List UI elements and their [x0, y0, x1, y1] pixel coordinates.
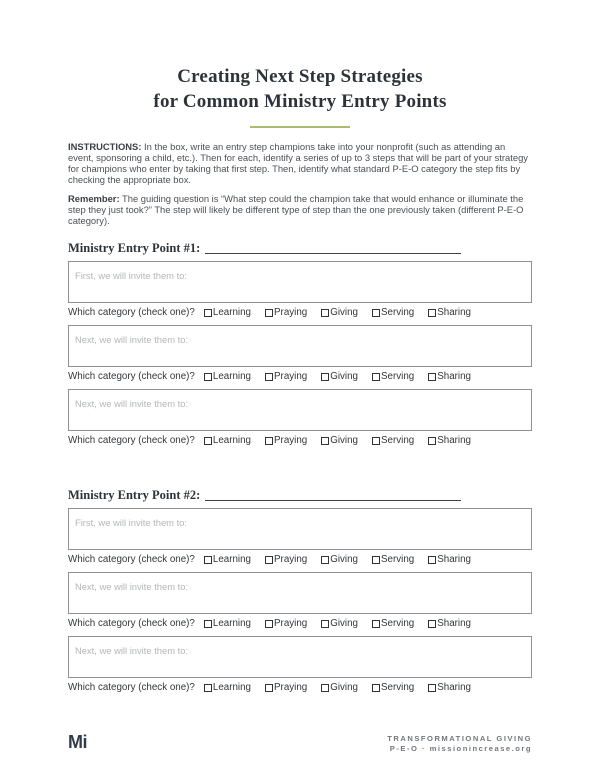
- category-option-giving[interactable]: [321, 371, 358, 382]
- category-option-praying[interactable]: [265, 435, 307, 446]
- ministry-entry-point-1-section: [68, 226, 532, 446]
- category-label: Giving: [330, 307, 359, 318]
- textbox-placeholder: First, we will invite them to:: [75, 517, 188, 528]
- category-option-giving[interactable]: [321, 554, 358, 565]
- entry1-step3-textbox[interactable]: [68, 389, 532, 431]
- checkbox-icon[interactable]: [428, 684, 436, 692]
- category-label: Giving: [330, 371, 359, 382]
- entry-point-2-heading: Ministry Entry Point #2:: [68, 488, 201, 502]
- entry1-step2: [68, 325, 532, 382]
- category-label: Giving: [330, 554, 359, 565]
- category-option-giving[interactable]: [321, 307, 358, 318]
- category-label: Giving: [330, 682, 359, 693]
- checkbox-icon[interactable]: [204, 684, 212, 692]
- entry1-step1: [68, 261, 532, 318]
- instructions-text: In the box, write an entry step champions take into your nonprofit (such as attending an event, sponsoring a child, etc.). Then for each, identify a series of up to 3 steps that will be part of your strategy for champions who enter by taking that first step. Then, identify what standard P-E-O category the step fits by checking the appropriate box.: [68, 141, 528, 185]
- checkbox-icon[interactable]: [265, 556, 273, 564]
- category-label: Sharing: [437, 307, 472, 318]
- checkbox-icon[interactable]: [372, 684, 380, 692]
- category-label: Sharing: [437, 682, 472, 693]
- category-option-learning[interactable]: [204, 554, 251, 565]
- entry1-step1-category-row: [68, 307, 532, 318]
- entry-point-2-fill-line[interactable]: [205, 500, 461, 501]
- category-label: Serving: [381, 307, 415, 318]
- category-label: Learning: [212, 307, 252, 318]
- category-label: Praying: [274, 554, 308, 565]
- category-option-sharing[interactable]: [428, 307, 471, 318]
- textbox-placeholder: Next, we will invite them to:: [75, 581, 189, 592]
- category-question: Which category (check one)?: [68, 435, 195, 446]
- entry1-step2-textbox[interactable]: [68, 325, 532, 367]
- category-option-serving[interactable]: [372, 307, 414, 318]
- checkbox-icon[interactable]: [321, 620, 329, 628]
- category-label: Learning: [212, 371, 252, 382]
- ministry-entry-point-2-section: [68, 446, 532, 693]
- entry2-step3: [68, 636, 532, 693]
- entry-point-2-heading-row: [68, 488, 532, 503]
- category-option-serving[interactable]: [372, 371, 414, 382]
- category-option-praying[interactable]: [265, 371, 307, 382]
- checkbox-icon[interactable]: [265, 620, 273, 628]
- category-option-learning[interactable]: [204, 618, 251, 629]
- checkbox-icon[interactable]: [204, 373, 212, 381]
- category-label: Serving: [381, 371, 415, 382]
- category-label: Praying: [274, 618, 308, 629]
- checkbox-icon[interactable]: [321, 373, 329, 381]
- textbox-placeholder: First, we will invite them to:: [75, 270, 188, 281]
- remember-text: The guiding question is “What step could the champion take that would enhance or illuminate the step they just took?” The step will likely be different type of step than the one previously taken (different P-E-O category).: [68, 193, 524, 226]
- checkbox-icon[interactable]: [204, 620, 212, 628]
- category-option-praying[interactable]: [265, 554, 307, 565]
- footer-tagline-line2: P-E-O · missionincrease.org: [389, 744, 532, 754]
- category-label: Sharing: [437, 435, 472, 446]
- category-option-learning[interactable]: [204, 307, 251, 318]
- category-label: Learning: [212, 554, 252, 565]
- textbox-placeholder: Next, we will invite them to:: [75, 398, 189, 409]
- checkbox-icon[interactable]: [321, 309, 329, 317]
- checkbox-icon[interactable]: [265, 373, 273, 381]
- category-label: Serving: [381, 554, 415, 565]
- category-option-sharing[interactable]: [428, 618, 471, 629]
- remember-paragraph: [68, 193, 532, 226]
- category-option-serving[interactable]: [372, 618, 414, 629]
- category-option-praying[interactable]: [265, 682, 307, 693]
- page-title: [68, 64, 532, 114]
- textbox-placeholder: Next, we will invite them to:: [75, 334, 189, 345]
- checkbox-icon[interactable]: [265, 684, 273, 692]
- entry2-step2-textbox[interactable]: [68, 572, 532, 614]
- entry-point-1-heading-row: [68, 241, 532, 256]
- category-option-serving[interactable]: [372, 435, 414, 446]
- checkbox-icon[interactable]: [265, 437, 273, 445]
- entry2-step1-textbox[interactable]: [68, 508, 532, 550]
- category-label: Praying: [274, 682, 308, 693]
- page-footer: [68, 734, 532, 754]
- entry1-step3: [68, 389, 532, 446]
- category-option-sharing[interactable]: [428, 554, 471, 565]
- category-option-sharing[interactable]: [428, 371, 471, 382]
- entry2-step2: [68, 572, 532, 629]
- category-label: Praying: [274, 435, 308, 446]
- checkbox-icon[interactable]: [321, 684, 329, 692]
- category-option-giving[interactable]: [321, 682, 358, 693]
- category-label: Learning: [212, 618, 252, 629]
- entry-point-1-fill-line[interactable]: [205, 253, 461, 254]
- category-question: Which category (check one)?: [68, 682, 195, 693]
- category-label: Learning: [212, 682, 252, 693]
- category-label: Serving: [381, 682, 415, 693]
- category-option-giving[interactable]: [321, 618, 358, 629]
- instructions-paragraph: [68, 141, 532, 185]
- instructions-label: INSTRUCTIONS:: [68, 141, 142, 152]
- entry2-step2-category-row: [68, 618, 532, 629]
- checkbox-icon[interactable]: [204, 309, 212, 317]
- category-question: Which category (check one)?: [68, 307, 195, 318]
- entry2-step3-textbox[interactable]: [68, 636, 532, 678]
- category-option-learning[interactable]: [204, 435, 251, 446]
- category-label: Praying: [274, 371, 308, 382]
- category-option-learning[interactable]: [204, 682, 251, 693]
- category-label: Serving: [381, 435, 415, 446]
- category-option-sharing[interactable]: [428, 682, 471, 693]
- footer-tagline-line1: TRANSFORMATIONAL GIVING: [387, 734, 532, 744]
- category-label: Serving: [381, 618, 415, 629]
- entry2-step1: [68, 508, 532, 565]
- entry-point-1-heading: Ministry Entry Point #1:: [68, 241, 201, 255]
- checkbox-icon[interactable]: [372, 437, 380, 445]
- checkbox-icon[interactable]: [321, 556, 329, 564]
- entry2-step1-category-row: [68, 554, 532, 565]
- category-question: Which category (check one)?: [68, 371, 195, 382]
- title-divider: [250, 126, 350, 128]
- checkbox-icon[interactable]: [372, 556, 380, 564]
- checkbox-icon[interactable]: [428, 309, 436, 317]
- checkbox-icon[interactable]: [428, 620, 436, 628]
- category-question: Which category (check one)?: [68, 554, 195, 565]
- entry1-step3-category-row: [68, 435, 532, 446]
- category-label: Giving: [330, 435, 359, 446]
- category-label: Sharing: [437, 371, 472, 382]
- checkbox-icon[interactable]: [428, 437, 436, 445]
- category-option-serving[interactable]: [372, 554, 414, 565]
- checkbox-icon[interactable]: [372, 620, 380, 628]
- category-question: Which category (check one)?: [68, 618, 195, 629]
- checkbox-icon[interactable]: [372, 373, 380, 381]
- category-label: Learning: [212, 435, 252, 446]
- checkbox-icon[interactable]: [428, 556, 436, 564]
- checkbox-icon[interactable]: [204, 556, 212, 564]
- checkbox-icon[interactable]: [265, 309, 273, 317]
- checkbox-icon[interactable]: [321, 437, 329, 445]
- textbox-placeholder: Next, we will invite them to:: [75, 645, 189, 656]
- category-label: Sharing: [437, 618, 472, 629]
- category-option-learning[interactable]: [204, 371, 251, 382]
- category-option-sharing[interactable]: [428, 435, 471, 446]
- checkbox-icon[interactable]: [428, 373, 436, 381]
- checkbox-icon[interactable]: [372, 309, 380, 317]
- checkbox-icon[interactable]: [204, 437, 212, 445]
- page-title-line1: Creating Next Step Strategies: [177, 66, 423, 87]
- category-label: Sharing: [437, 554, 472, 565]
- category-label: Giving: [330, 618, 359, 629]
- category-option-serving[interactable]: [372, 682, 414, 693]
- remember-label: Remember:: [68, 193, 120, 204]
- category-label: Praying: [274, 307, 308, 318]
- category-option-praying[interactable]: [265, 307, 307, 318]
- entry1-step2-category-row: [68, 371, 532, 382]
- entry1-step1-textbox[interactable]: [68, 261, 532, 303]
- footer-tagline: [387, 734, 532, 754]
- category-option-praying[interactable]: [265, 618, 307, 629]
- entry2-step3-category-row: [68, 682, 532, 693]
- page-title-line2: for Common Ministry Entry Points: [153, 91, 447, 112]
- mission-increase-logo: Mi: [68, 732, 87, 753]
- category-option-giving[interactable]: [321, 435, 358, 446]
